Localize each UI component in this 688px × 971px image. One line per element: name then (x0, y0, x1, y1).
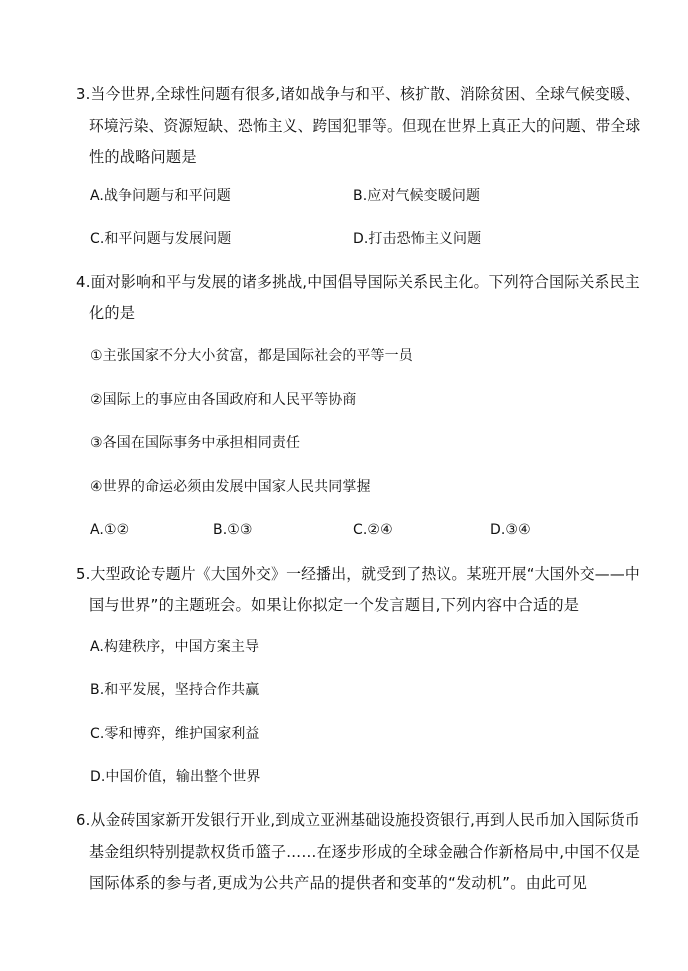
question-3-line-2: 环境污染、资源短缺、恐怖主义、跨国犯罪等。但现在世界上真正大的问题、带全球 (89, 117, 641, 135)
question-3-option-b: B.应对气候变暖问题 (353, 188, 481, 204)
question-3-option-a: A.战争问题与和平问题 (90, 188, 231, 204)
question-4-line-1: 4.面对影响和平与发展的诸多挑战,中国倡导国际关系民主化。下列符合国际关系民主 (76, 273, 640, 291)
question-3-line-1: 3.当今世界,全球性问题有很多,诸如战争与和平、核扩散、消除贫困、全球气候变暖、 (76, 85, 640, 103)
question-5-option-a: A.构建秩序，中国方案主导 (90, 639, 260, 655)
question-5-option-c: C.零和博弈，维护国家利益 (90, 726, 260, 742)
question-5-line-1: 5.大型政论专题片《大国外交》一经播出，就受到了热议。某班开展“大国外交——中 (76, 565, 640, 583)
question-6-line-2: 基金组织特别提款权货币篮子……在逐步形成的全球金融合作新格局中,中国不仅是 (89, 843, 640, 861)
question-3-option-d: D.打击恐怖主义问题 (353, 231, 482, 247)
question-4-statement-4: ④世界的命运必须由发展中国家人民共同掌握 (90, 479, 371, 495)
question-4-option-c: C.②④ (353, 522, 393, 538)
question-4-statement-1: ①主张国家不分大小贫富，都是国际社会的平等一员 (90, 348, 413, 364)
question-4-line-2: 化的是 (89, 304, 136, 322)
question-4-option-d: D.③④ (490, 522, 531, 538)
question-4-option-a: A.①② (90, 522, 130, 538)
question-5-option-b: B.和平发展，坚持合作共赢 (90, 682, 260, 698)
question-4-statement-3: ③各国在国际事务中承担相同责任 (90, 435, 301, 451)
question-6-line-3: 国际体系的参与者,更成为公共产品的提供者和变革的“发动机”。由此可见 (89, 874, 588, 892)
question-4-statement-2: ②国际上的事应由各国政府和人民平等协商 (90, 392, 357, 408)
question-3-option-c: C.和平问题与发展问题 (90, 231, 232, 247)
question-5-line-2: 国与世界”的主题班会。如果让你拟定一个发言题目,下列内容中合适的是 (89, 596, 580, 614)
question-6-line-1: 6.从金砖国家新开发银行开业,到成立亚洲基础设施投资银行,再到人民币加入国际货币 (76, 811, 640, 829)
question-4-option-b: B.①③ (213, 522, 253, 538)
question-5-option-d: D.中国价值，输出整个世界 (90, 769, 261, 785)
question-3-line-3: 性的战略问题是 (89, 148, 197, 166)
